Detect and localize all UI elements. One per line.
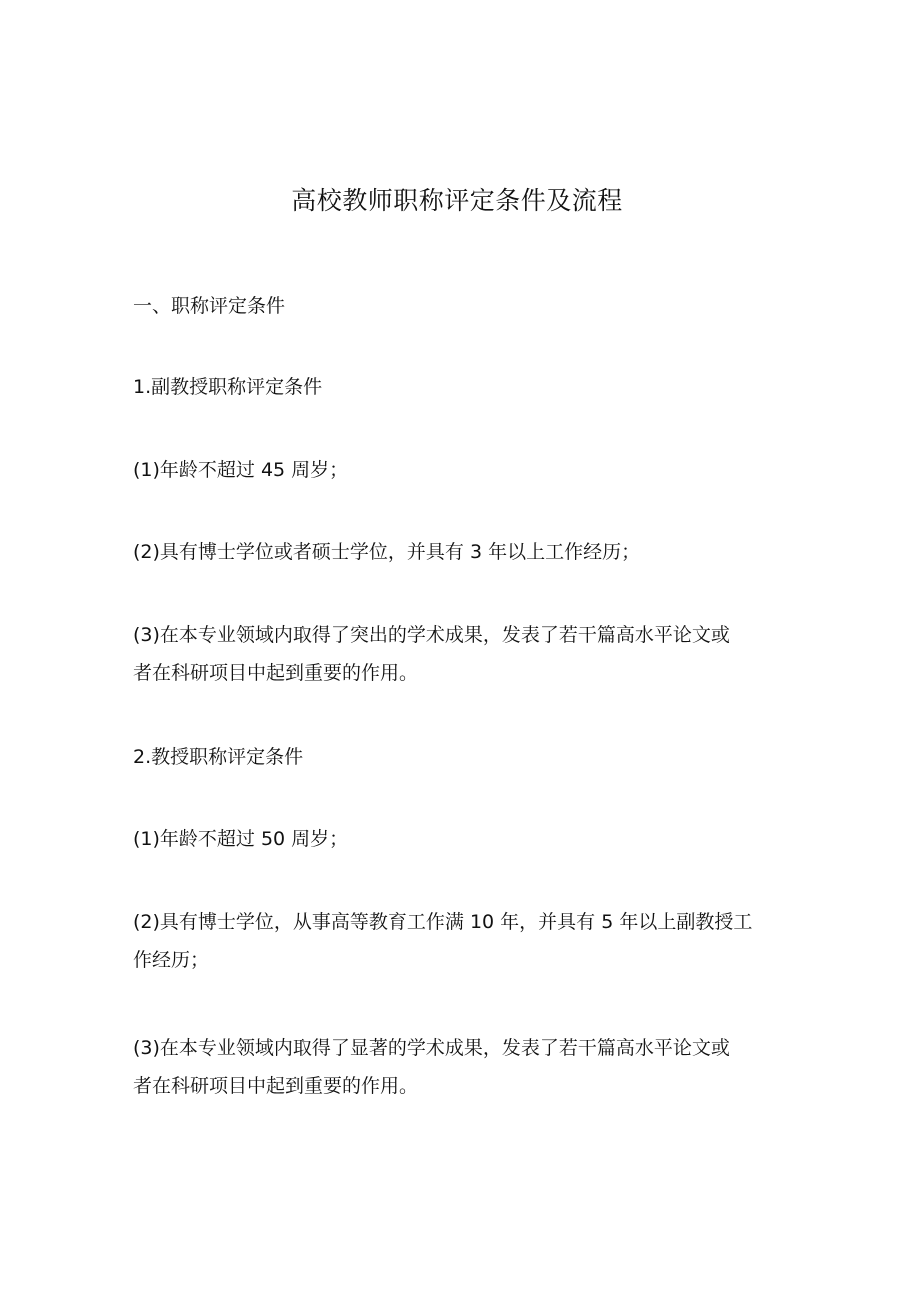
associate-condition-degree: (2)具有博士学位或者硕士学位，并具有 3 年以上工作经历；: [133, 541, 641, 563]
professor-condition-degree-line-2: 作经历；: [133, 949, 210, 971]
subsection-heading-professor: 2.教授职称评定条件: [133, 746, 304, 768]
professor-condition-achievement-line-2: 者在科研项目中起到重要的作用。: [133, 1075, 419, 1097]
subsection-heading-associate-professor: 1.副教授职称评定条件: [133, 376, 323, 398]
associate-condition-age: (1)年龄不超过 45 周岁；: [133, 459, 349, 481]
document-title: 高校教师职称评定条件及流程: [291, 186, 623, 215]
professor-condition-achievement-line-1: (3)在本专业领域内取得了显著的学术成果，发表了若干篇高水平论文或: [133, 1037, 730, 1059]
professor-condition-age: (1)年龄不超过 50 周岁；: [133, 828, 349, 850]
associate-condition-achievement-line-2: 者在科研项目中起到重要的作用。: [133, 662, 419, 684]
section-heading-conditions: 一、职称评定条件: [133, 295, 286, 317]
professor-condition-degree-line-1: (2)具有博士学位，从事高等教育工作满 10 年，并具有 5 年以上副教授工: [133, 911, 753, 933]
associate-condition-achievement: [133, 616, 793, 692]
professor-condition-degree: [133, 903, 793, 979]
professor-condition-achievement: [133, 1029, 793, 1105]
associate-condition-achievement-line-1: (3)在本专业领域内取得了突出的学术成果，发表了若干篇高水平论文或: [133, 624, 730, 646]
